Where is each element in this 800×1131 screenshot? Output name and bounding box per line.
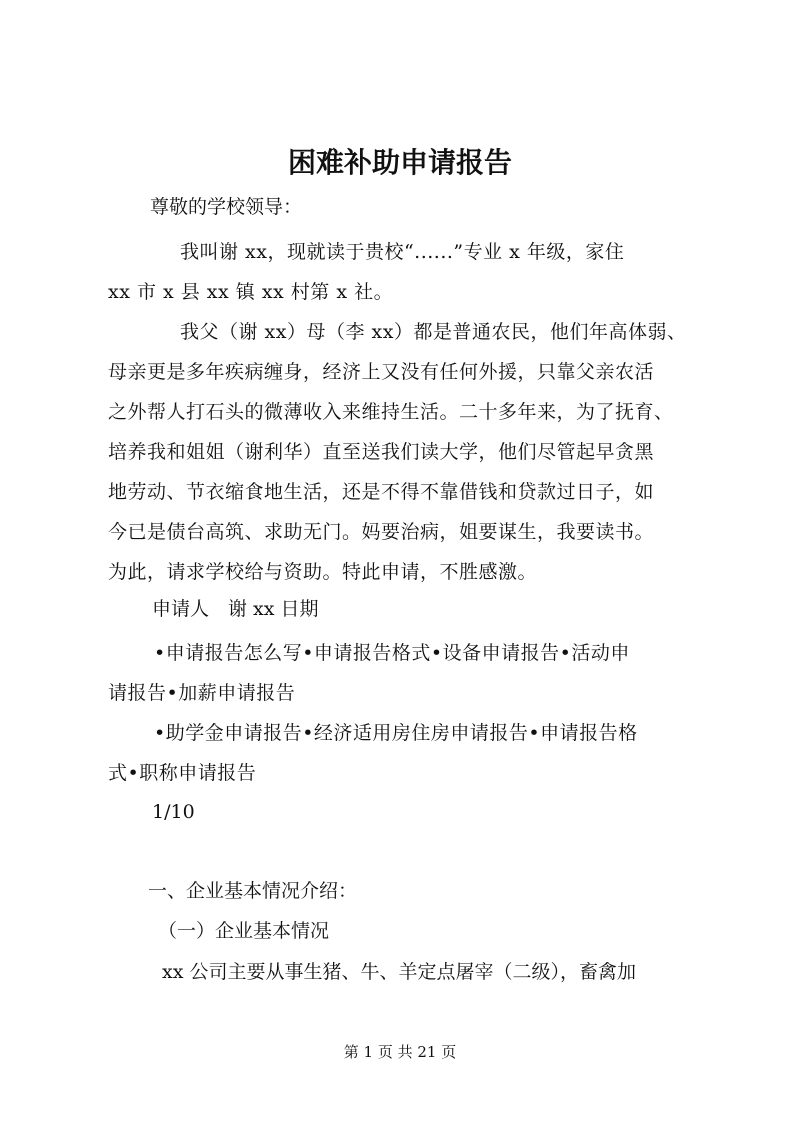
paragraph-line: 地劳动、节衣缩食地生活，还是不得不靠借钱和贷款过日子，如 (108, 481, 655, 503)
paragraph-line: 培养我和姐姐（谢利华）直至送我们读大学，他们尽管起早贪黑 (108, 441, 655, 463)
page-fraction: 1/10 (152, 801, 195, 823)
paragraph-intro (108, 232, 708, 312)
related-line: 请报告•加薪申请报告 (108, 682, 296, 704)
paragraph-line: 我父（谢 xx）母（李 xx）都是普通农民，他们年高体弱、 (180, 321, 687, 343)
paragraph-line: 母亲更是多年疾病缠身，经济上又没有任何外援，只靠父亲农活 (108, 361, 655, 383)
page-footer: 第 1 页 共 21 页 (343, 1043, 457, 1061)
paragraph-line: 为此，请求学校给与资助。特此申请，不胜感激。 (108, 561, 538, 583)
related-line: 式•职称申请报告 (108, 762, 257, 784)
subsection-heading: （一）企业基本情况 (158, 920, 330, 942)
document-title: 困难补助申请报告 (287, 146, 512, 179)
paragraph-line: xx 市 x 县 xx 镇 xx 村第 x 社。 (108, 281, 394, 303)
paragraph-line: 之外帮人打石头的微薄收入来维持生活。二十多年来，为了抚育、 (108, 401, 674, 423)
paragraph-line: 我叫谢 xx，现就读于贵校“......”专业 x 年级，家住 (180, 241, 625, 263)
related-links-1 (108, 633, 708, 713)
related-links-2 (108, 713, 708, 793)
salutation: 尊敬的学校领导： (150, 196, 303, 218)
section-heading: 一、企业基本情况介绍： (148, 880, 358, 902)
section-text: xx 公司主要从事生猪、牛、羊定点屠宰（二级），畜禽加 (162, 961, 636, 983)
related-line: •助学金申请报告•经济适用房住房申请报告•申请报告格 (154, 722, 638, 744)
signature-line: 申请人 谢 xx 日期 (152, 598, 319, 620)
paragraph-line: 今已是债台高筑、求助无门。妈要治病，姐要谋生，我要读书。 (108, 521, 655, 543)
paragraph-family (108, 312, 708, 592)
related-line: •申请报告怎么写•申请报告格式•设备申请报告•活动申 (154, 642, 630, 664)
